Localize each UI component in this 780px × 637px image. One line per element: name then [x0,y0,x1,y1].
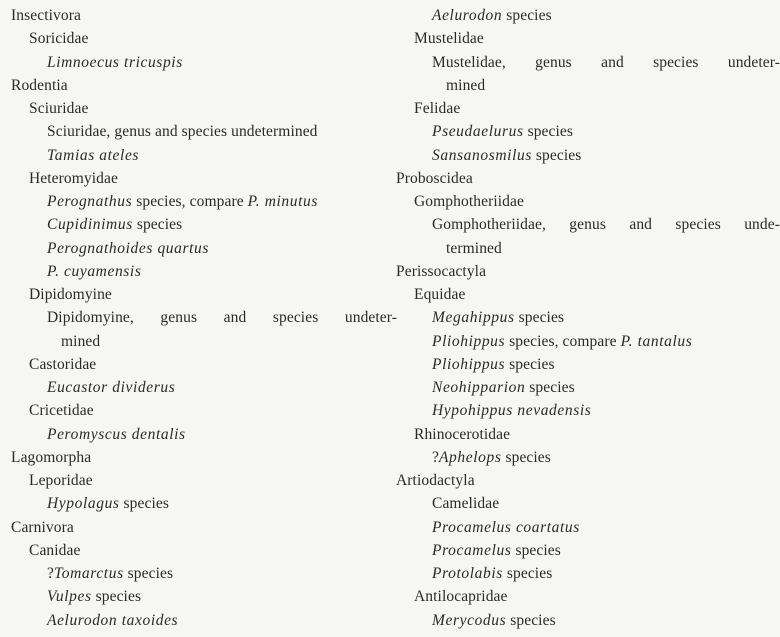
taxon-text: mined [61,332,101,350]
taxon-entry-continuation [11,330,396,353]
taxon-name-italic: Aelurodon [432,7,503,24]
taxon-family [396,190,778,213]
taxon-name-italic: Neohipparion [432,379,526,396]
taxon-text: species [501,448,551,466]
taxon-name-italic: Pseudaelurus [432,123,524,141]
taxon-entry [11,213,396,236]
taxon-entry [396,562,778,585]
taxon-entry [396,306,778,329]
taxon-text: species [119,495,169,513]
taxon-name-italic: Tomarctus [53,565,124,582]
taxon-text: Carnivora [11,518,74,536]
taxon-text: species [514,309,565,327]
taxon-text: Rodentia [11,76,68,94]
taxon-text: Canidae [29,541,81,559]
taxon-entry [11,609,396,632]
taxon-text: Felidae [414,100,461,117]
taxon-family [11,167,396,190]
taxon-text: Rhinocerotidae [414,425,511,443]
taxon-entry [396,516,778,539]
taxon-text: species [502,7,552,24]
taxon-entry [11,237,396,260]
taxon-text: Proboscidea [396,169,473,187]
taxon-entry [11,51,396,74]
taxon-name-italic: P. minutus [247,193,318,210]
taxon-text: species [531,146,582,164]
taxon-text: Mustelidae [414,30,484,48]
taxon-name-italic: Limnoecus tricuspis [47,53,183,71]
taxon-name-italic: Tamias ateles [47,146,140,164]
taxon-text: species, compare [132,193,248,210]
taxon-name-italic: Megahippus [432,309,515,327]
taxon-entry [396,446,778,469]
taxon-text: species [502,565,553,582]
taxon-text: Cricetidae [29,402,94,420]
taxon-entry [396,120,778,143]
taxon-name-italic: Hypohippus nevadensis [432,402,592,420]
taxon-entry [11,562,396,585]
right-column [396,4,778,632]
taxon-entry-continuation [396,74,778,97]
taxon-family [396,27,778,50]
taxon-entry [396,539,778,562]
taxon-text: Castoridae [29,355,97,373]
taxon-name-italic: Perognathus [47,193,133,210]
taxon-entry [11,306,397,329]
taxon-family [396,97,778,120]
taxon-text: Lagomorpha [11,448,92,466]
taxon-name-italic: Procamelus [432,541,512,559]
taxon-entry [11,492,396,515]
taxon-entry [11,423,396,446]
taxon-text: Sciuridae, genus and species undetermined [47,123,318,141]
taxon-order [11,74,396,97]
taxon-entry [396,330,778,353]
taxon-family [396,283,778,306]
taxon-text: species [505,355,555,373]
taxon-entry [11,585,396,608]
taxon-text: Antilocapridae [414,588,508,606]
taxon-text: Artiodactyla [396,472,475,489]
taxon-order [11,516,396,539]
taxon-family [11,469,396,492]
taxon-text: species [525,379,575,396]
taxon-text: Soricidae [29,30,89,48]
taxon-text: species [91,588,142,606]
taxon-text: ? [47,565,54,582]
taxon-text: Dipidomyine, genus and species undeter- [47,309,397,327]
taxon-name-italic: Sansanosmilus [432,146,532,164]
taxon-name-italic: Eucastor dividerus [47,379,176,396]
taxon-name-italic: Aelurodon taxoides [47,611,179,629]
taxon-text: mined [446,76,486,94]
taxon-text: species [511,541,561,559]
taxon-entry [11,190,396,213]
taxon-text: Camelidae [432,495,500,513]
taxon-text: Mustelidae, genus and species undeter- [432,53,780,71]
taxon-text: Dipidomyine [29,286,112,303]
taxon-entry [396,399,778,422]
taxon-entry [396,376,778,399]
taxon-text: species [123,565,174,582]
taxon-text: species, compare [505,332,621,350]
taxon-text: species [523,123,574,141]
taxon-name-italic: Vulpes [47,588,92,606]
left-column [11,4,396,632]
taxon-family [11,283,396,306]
taxon-name-italic: P. cuyamensis [47,262,142,280]
taxon-entry [11,144,396,167]
taxon-entry [11,120,396,143]
taxon-family [396,585,778,608]
taxon-text: species [506,611,556,629]
taxon-text: Perissocactyla [396,262,487,280]
taxon-order [396,260,778,283]
taxon-name-italic: Hypolagus [47,495,120,513]
taxon-entry [396,213,780,236]
taxon-entry [11,376,396,399]
taxon-name-italic: Pliohippus [432,355,506,373]
taxon-text: species [132,216,183,234]
taxon-family [11,97,396,120]
taxon-text: ? [432,448,439,466]
taxon-name-italic: Pliohippus [432,332,506,350]
taxon-name-italic: Cupidinimus [47,216,133,234]
taxon-name-italic: Merycodus [432,611,507,629]
taxon-name-italic: Protolabis [432,565,503,582]
taxon-text: Gomphotheriidae, genus and species unde- [432,216,780,234]
taxon-entry [396,609,778,632]
taxon-family [11,399,396,422]
taxon-family [11,353,396,376]
taxon-entry [396,4,778,27]
taxon-text: Equidae [414,286,466,303]
taxon-name-italic: Aphelops [438,448,502,466]
taxon-order [11,446,396,469]
taxon-name-italic: Peromyscus dentalis [47,425,186,443]
taxon-order [11,4,396,27]
taxon-text: Sciuridae [29,100,89,117]
taxon-family [11,539,396,562]
taxon-name-italic: P. tantalus [620,332,693,350]
taxon-entry [396,353,778,376]
taxon-entry-continuation [396,237,778,260]
taxon-entry [11,260,396,283]
taxon-text: Gomphotheriidae [414,193,524,210]
taxon-entry [396,144,778,167]
taxon-name-italic: Perognathoides quartus [47,239,210,257]
taxon-text: Heteromyidae [29,169,118,187]
taxon-order [396,167,778,190]
taxon-order [396,469,778,492]
taxon-text: termined [446,239,502,257]
taxon-entry [396,51,780,74]
taxon-name-italic: Procamelus coartatus [432,518,580,536]
taxon-text: Leporidae [29,472,93,489]
taxon-entry [396,492,778,515]
taxon-family [396,423,778,446]
taxon-text: Insectivora [11,7,81,24]
taxon-family [11,27,396,50]
